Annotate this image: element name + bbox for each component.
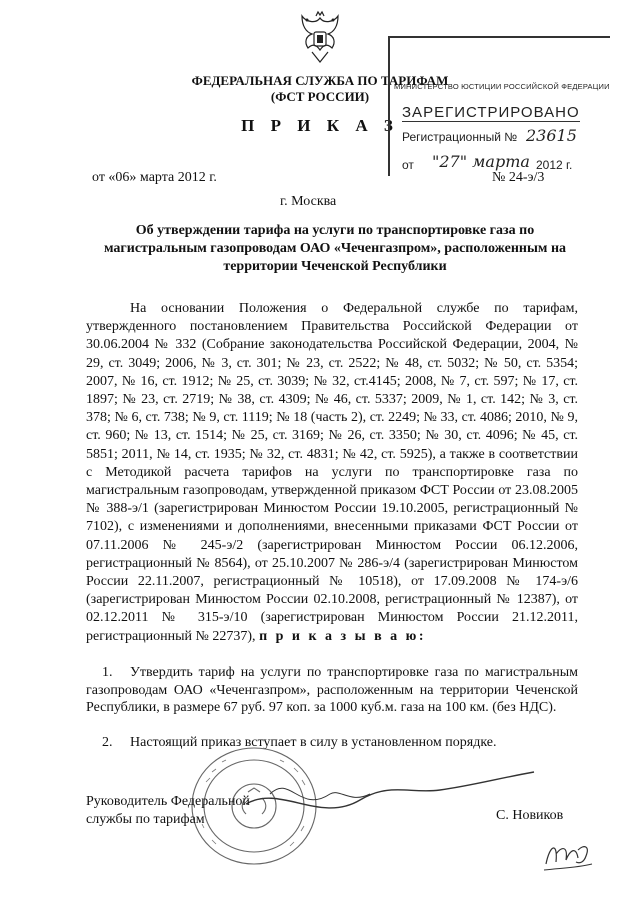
signatory-role-line-2: службы по тарифам: [86, 812, 205, 827]
stamp-date-label: от: [402, 158, 414, 172]
order-number: № 24-э/3: [492, 170, 545, 185]
stamp-number-label: Регистрационный №: [402, 130, 518, 144]
order-date: от «06» марта 2012 г.: [92, 170, 217, 185]
preamble-text: На основании Положения о Федеральной службе по тарифам, утвержденного постановлением Правительства Российской Федерации от 30.06.2004 № 332 (Собрание законодательства Российской Федерации, 2004, № 29, ст. 3049; 2006, № 3, ст. 301; № 23, ст. 2522; № 48, ст. 5032; № 50, ст. 5354; 2007, № 16, ст. 1912; № 25, ст. 3039; № 32, ст.4145; 2008, № 7, ст. 597; № 17, ст. 1897; № 23, ст. 2719; № 38, ст. 4309; № 46, ст. 5337; 2009, № 1, ст. 142; № 3, ст. 378; № 6, ст. 738; № 9, ст. 1119; № 18 (часть 2), ст. 2249; № 33, ст. 4086; 2010, № 9, ст. 960; № 13, ст. 1514; № 25, ст. 3169; № 26, ст. 3350; № 30, ст. 4096; № 45, ст. 5851; 2011, № 14, ст. 1935; № 32, ст. 4831; № 42, ст. 5925), а также в соответствии с Методикой расчета тарифов на услуги по транспортировке газа по магистральным газопроводам, утвержденной приказом ФСТ России от 23.08.2005 № 388-э/1 (зарегистрирован Минюстом России 19.10.2005, регистрационный № 7102), с изменениями и дополнениями, внесенными приказами ФСТ России от 07.11.2006 № 245-э/2 (зарегистрирован Минюстом России 06.12.2006, регистрационный № 8564), от 25.10.2007 № 286-э/4 (зарегистрирован Минюстом России 22.11.2007, регистрационный № 10518), от 17.09.2008 № 174-э/6 (зарегистрирован Минюстом России 02.10.2008, регистрационный № 12387), от 02.12.2011 № 315-э/10 (зарегистрирован Минюстом России 21.12.2011, регистрационный № 22737),: [86, 301, 578, 644]
agency-name: ФЕДЕРАЛЬНАЯ СЛУЖБА ПО ТАРИФАМ: [191, 73, 449, 88]
item-text: Утвердить тариф на услуги по транспортировке газа по магистральным газопроводам ОАО «Чеченгазпром», расположенным на территории Чеченской Республики, в размере 67 руб. 97 коп. за 1000 куб.м. газа на 100 км. (без НДС).: [86, 665, 578, 715]
stamp-year: 2012 г.: [536, 158, 573, 172]
stamp-title: ЗАРЕГИСТРИРОВАНО: [402, 104, 580, 121]
order-title: Об утверждении тарифа на услуги по транспортировке газа по магистральным газопроводам ОАО «Чеченгазпром», расположенным на территории Чеченской Республики: [103, 223, 567, 274]
order-item-1: [86, 664, 578, 717]
document-type-heading: П Р И К А З: [241, 116, 399, 135]
registration-stamp: [388, 36, 610, 176]
handwritten-signature: [240, 764, 540, 834]
coat-of-arms-emblem: [296, 10, 344, 66]
signatory-name: С. Новиков: [496, 808, 564, 823]
stamp-date-value: "27" марта: [432, 152, 530, 171]
preamble-paragraph: [86, 300, 578, 646]
agency-abbreviation: (ФСТ РОССИИ): [270, 89, 370, 104]
signatory-role-line-1: Руководитель Федеральной: [86, 794, 250, 809]
handwritten-initials: [540, 824, 596, 880]
item-text: Настоящий приказ вступает в силу в установленном порядке.: [130, 735, 497, 750]
item-number: 1.: [102, 665, 113, 680]
order-verb: п р и к а з ы в а ю:: [259, 628, 427, 644]
stamp-number-value: 23615: [526, 126, 577, 145]
stamp-ministry-name: МИНИСТЕРСТВО ЮСТИЦИИ РОССИЙСКОЙ ФЕДЕРАЦИИ: [394, 82, 610, 91]
order-city: г. Москва: [280, 194, 337, 209]
item-number: 2.: [102, 735, 113, 750]
